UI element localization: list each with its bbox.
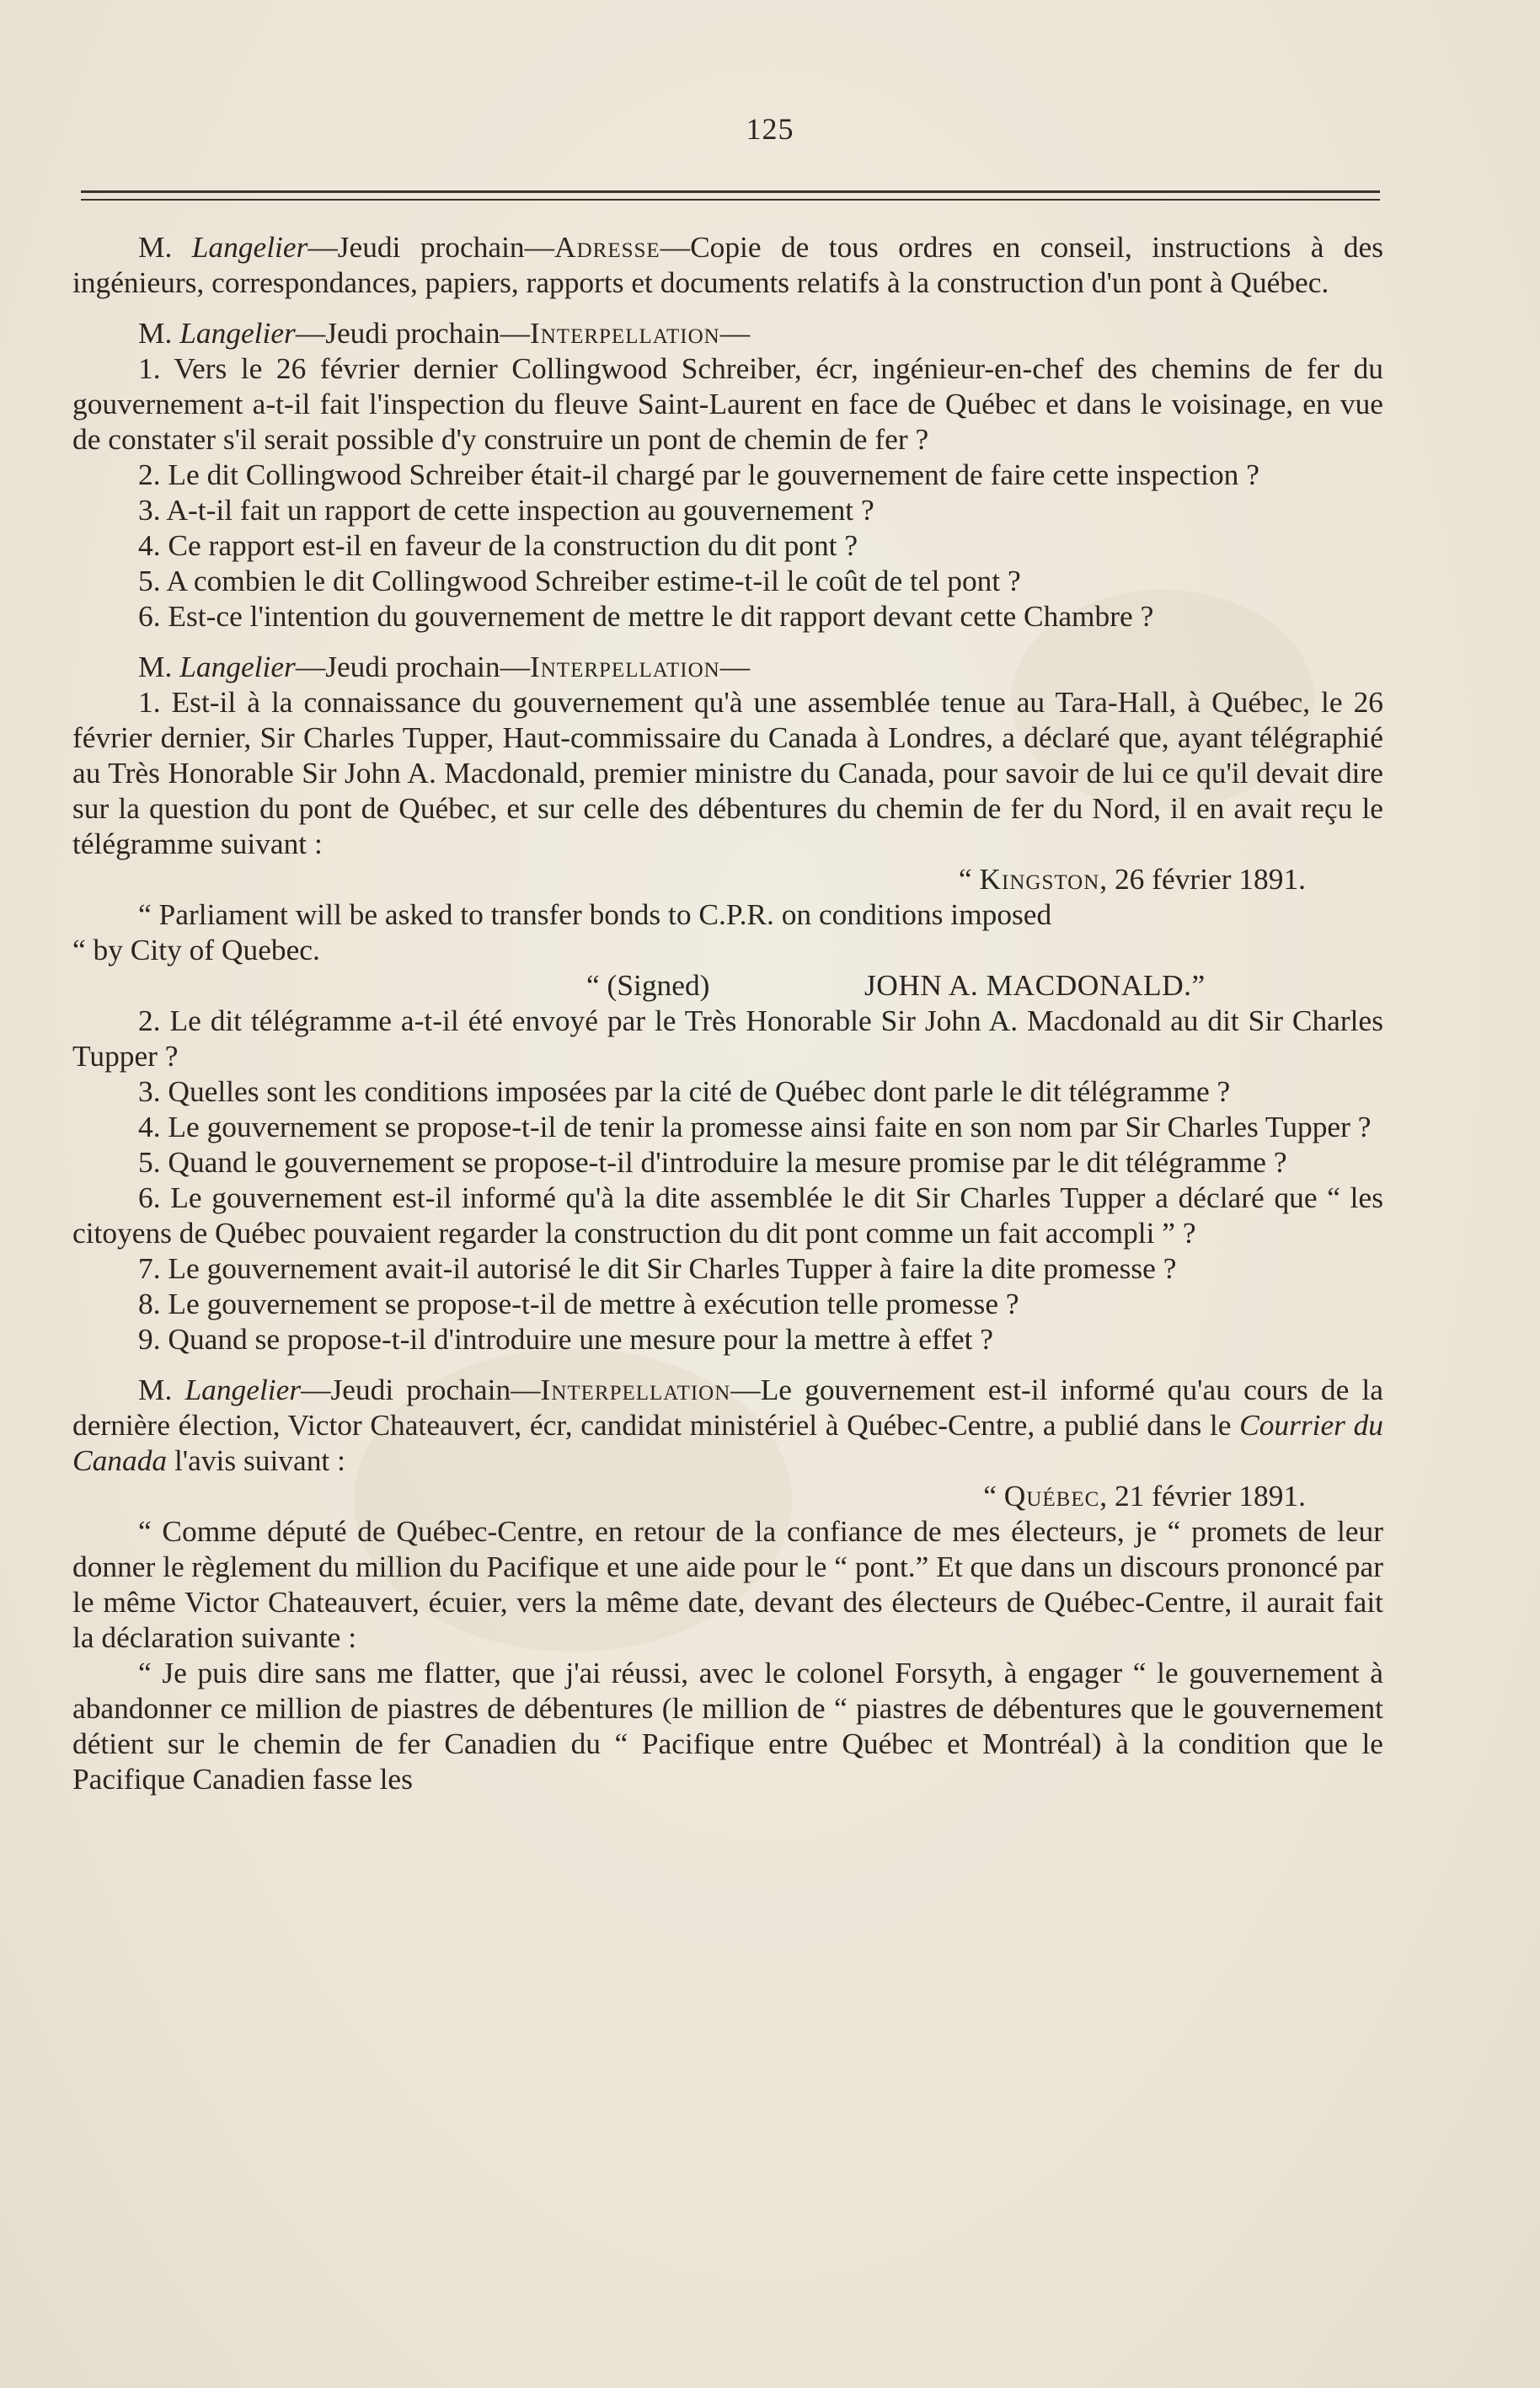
motion-lead: —Jeudi prochain— xyxy=(307,230,555,264)
quoted-declaration: “ Je puis dire sans me flatter, que j'ai réussi, avec le colonel Forsyth, à engager “ le gouvernement à abandonner ce million de piastres de débentures (le million de “ piastres de débentures que le gouvernement détient sur le chemin de fer Canadien du “ Pacifique entre Québec et Montréal) à la condition que le Pacifique Canadien fasse les xyxy=(72,1656,1383,1796)
question: 8. Le gouvernement se propose-t-il de mettre à exécution telle promesse ? xyxy=(138,1287,1019,1320)
dateline-date: , 26 février 1891. xyxy=(1099,862,1306,896)
header-rule xyxy=(81,199,1380,201)
header-rule xyxy=(81,190,1380,193)
question: 1. Est-il à la connaissance du gouvernement qu'à une assemblée tenue au Tara-Hall, à Québec, le 26 février dernier, Sir Charles Tupper, Haut-commissaire du Canada à Londres, a déclaré que, ayant télégraphié au Très Honorable Sir John A. Macdonald, premier ministre du Canada, pour savoir de lui ce qu'il devait dire sur la question du pont de Québec, et sur celle des débentures du chemin de fer du Nord, il en avait reçu le télégramme suivant : xyxy=(72,685,1383,860)
telegram-line: “ by City of Quebec. xyxy=(72,933,320,966)
interpellation-paragraph xyxy=(72,1372,1383,1478)
question: 6. Est-ce l'intention du gouvernement de mettre le dit rapport devant cette Chambre ? xyxy=(138,599,1154,633)
dateline-place: Québec xyxy=(1003,1479,1100,1513)
question: 6. Le gouvernement est-il informé qu'à la dite assemblée le dit Sir Charles Tupper a déclaré que “ les citoyens de Québec pouvaient regarder la construction du dit pont comme un fait accompli ” ? xyxy=(72,1181,1383,1250)
signed-label: “ (Signed) xyxy=(586,968,710,1002)
question: 5. A combien le dit Collingwood Schreiber estime-t-il le coût de tel pont ? xyxy=(138,564,1021,597)
question: 4. Le gouvernement se propose-t-il de tenir la promesse ainsi faite en son nom par Sir Charles Tupper ? xyxy=(138,1110,1372,1143)
telegram-dateline xyxy=(72,861,1383,897)
member-name: Langelier xyxy=(191,230,308,264)
member-title: M. xyxy=(138,1373,173,1406)
question: 3. A-t-il fait un rapport de cette inspection au gouvernement ? xyxy=(138,493,874,527)
question: 5. Quand le gouvernement se propose-t-il d'introduire la mesure promise par le dit télégramme ? xyxy=(138,1145,1287,1179)
motion-lead: —Jeudi prochain— xyxy=(295,650,530,683)
question: 7. Le gouvernement avait-il autorisé le dit Sir Charles Tupper à faire la dite promesse ? xyxy=(138,1251,1177,1285)
motion-type: Interpellation xyxy=(540,1373,731,1406)
member-name: Langelier xyxy=(179,650,296,683)
question: 3. Quelles sont les conditions imposées par la cité de Québec dont parle le dit télégramme ? xyxy=(138,1074,1231,1108)
motion-type: Interpellation xyxy=(529,650,720,683)
question: 1. Vers le 26 février dernier Collingwood Schreiber, écr, ingénieur-en-chef des chemins de fer du gouvernement a-t-il fait l'inspection du fleuve Saint-Laurent en face de Québec et dans le voisinage, en vue de constater s'il serait possible d'y construire un pont de chemin de fer ? xyxy=(72,351,1383,456)
motion-text: —Le gouvernement est-il informé qu'au cours de la dernière élection, Victor Chateauvert, écr, candidat ministériel à Québec-Centre, a publié dans le xyxy=(72,1373,1383,1442)
notice-dateline xyxy=(72,1478,1383,1513)
member-name: Langelier xyxy=(179,316,296,350)
telegram-signature xyxy=(72,967,1383,1003)
quote-mark: “ xyxy=(983,1479,1004,1513)
motion-adresse xyxy=(72,229,1383,300)
motion-text: —Copie de tous ordres en conseil, instructions à des ingénieurs, correspondances, papiers, rapports et documents relatifs à la construction d'un pont à Québec. xyxy=(72,230,1383,299)
question: 4. Ce rapport est-il en faveur de la construction du dit pont ? xyxy=(138,528,858,562)
motion-text: l'avis suivant : xyxy=(167,1443,345,1477)
motion-lead: —Jeudi prochain— xyxy=(301,1373,541,1406)
motion-lead: —Jeudi prochain— xyxy=(295,316,530,350)
quote-mark: “ xyxy=(958,862,980,896)
document-body xyxy=(72,229,1383,1796)
motion-type: Interpellation xyxy=(529,316,720,350)
member-title: M. xyxy=(138,230,173,264)
member-title: M. xyxy=(138,650,173,683)
motion-type: Adresse xyxy=(554,230,660,264)
dateline-place: Kingston xyxy=(979,862,1100,896)
member-name: Langelier xyxy=(184,1373,302,1406)
question: 9. Quand se propose-t-il d'introduire une mesure pour la mettre à effet ? xyxy=(138,1322,993,1356)
question: 2. Le dit Collingwood Schreiber était-il chargé par le gouvernement de faire cette inspection ? xyxy=(138,458,1259,491)
motion-dash: — xyxy=(719,316,751,350)
newspaper-title: Courrier du Canada xyxy=(72,1408,1384,1477)
member-title: M. xyxy=(138,316,173,350)
telegram-line: “ Parliament will be asked to transfer bonds to C.P.R. on conditions imposed xyxy=(138,897,1052,931)
signed-name: JOHN A. MACDONALD.” xyxy=(864,968,1206,1002)
question: 2. Le dit télégramme a-t-il été envoyé par le Très Honorable Sir John A. Macdonald au dit Sir Charles Tupper ? xyxy=(72,1004,1383,1073)
motion-dash: — xyxy=(719,650,751,683)
page-number: 125 xyxy=(746,112,794,146)
interpellation-heading xyxy=(72,315,1383,351)
dateline-date: , 21 février 1891. xyxy=(1099,1479,1306,1513)
interpellation-heading xyxy=(72,649,1383,684)
quoted-notice: “ Comme député de Québec-Centre, en retour de la confiance de mes électeurs, je “ promets de leur donner le règlement du million du Pacifique et une aide pour le “ pont.” Et que dans un discours prononcé par le même Victor Chateauvert, écuier, vers la même date, devant des électeurs de Québec-Centre, il aurait fait la déclaration suivante : xyxy=(72,1514,1383,1654)
